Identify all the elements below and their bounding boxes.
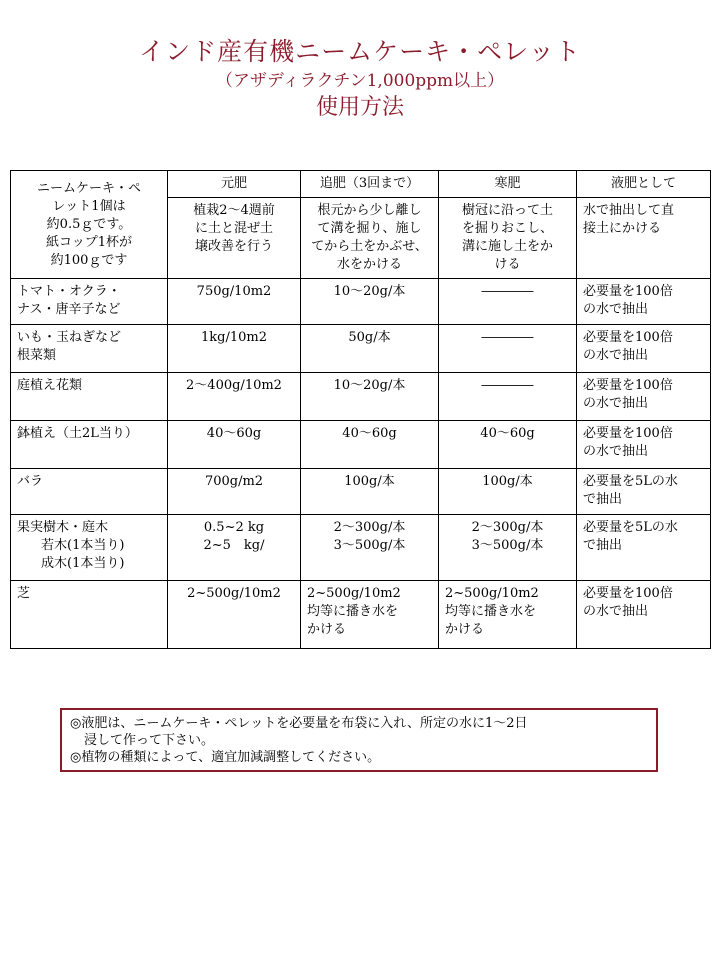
usage-note-tsuihi xyxy=(301,198,439,279)
table-cell-kangoe xyxy=(439,373,577,421)
cell-line: の水で抽出 xyxy=(583,302,649,317)
cell-line: かける xyxy=(445,622,485,637)
cell-line: 40～60g xyxy=(480,426,535,441)
cell-line: 2~500g/10m2 xyxy=(445,586,539,601)
cell-line: いも・玉ねぎなど xyxy=(17,330,122,345)
cell-line: 3～500g/本 xyxy=(333,538,406,553)
table-cell-ekihi xyxy=(577,469,711,515)
cell-line: 100g/本 xyxy=(482,474,533,489)
cell-line: 鉢植え（土2L当り） xyxy=(17,426,138,441)
table-row xyxy=(11,469,711,515)
table-cell-ekihi xyxy=(577,515,711,581)
cell-line: 成木(1本当り) xyxy=(41,556,125,571)
usage-note-ekihi xyxy=(577,198,711,279)
cell-line: 必要量を5Lの水 xyxy=(583,520,678,535)
table-cell-tsuihi xyxy=(301,421,439,469)
cell-line: 2～300g/本 xyxy=(333,520,406,535)
cell-line: 根元から少し離し xyxy=(317,203,422,218)
table-cell-motogoe xyxy=(168,279,301,325)
table-row xyxy=(11,325,711,373)
table-cell-tsuihi xyxy=(301,373,439,421)
table-cell-ekihi xyxy=(577,325,711,373)
table-cell-ekihi xyxy=(577,279,711,325)
table-row xyxy=(11,373,711,421)
table-cell-motogoe xyxy=(168,581,301,649)
note-line-1: ◎液肥は、ニームケーキ・ペレットを必要量を布袋に入れ、所定の水に1～2日 xyxy=(70,716,528,731)
cell-line: の水で抽出 xyxy=(583,348,649,363)
note-line-2: ◎植物の種類によって、適宜加減調整してください。 xyxy=(70,750,381,765)
cell-line: 100g/本 xyxy=(344,474,395,489)
table-cell-motogoe xyxy=(168,469,301,515)
cell-line: 均等に播き水を xyxy=(445,604,537,619)
cell-line: 2~500g/10m2 xyxy=(307,586,401,601)
cell-line: 壌改善を行う xyxy=(194,239,273,254)
table-cell-tsuihi xyxy=(301,325,439,373)
usage-note-kangoe xyxy=(439,198,577,279)
cell-line: 750g/10m2 xyxy=(196,284,272,299)
column-header-ekihi: 液肥として xyxy=(577,171,711,198)
cell-line: 2～400g/10m2 xyxy=(186,378,282,393)
cell-line: 40～60g xyxy=(342,426,397,441)
table-cell-plant xyxy=(11,581,168,649)
cell-line: 50g/本 xyxy=(348,330,391,345)
cell-line: 樹冠に沿って土 xyxy=(461,203,553,218)
table-cell-plant xyxy=(11,325,168,373)
cell-line: 必要量を100倍 xyxy=(583,378,673,393)
cell-line: バラ xyxy=(17,474,44,489)
table-cell-ekihi xyxy=(577,421,711,469)
cell-line: 植栽2～4週前 xyxy=(193,203,275,218)
cell-line: 約0.5ｇです。 xyxy=(46,216,132,232)
table-cell-tsuihi xyxy=(301,469,439,515)
cell-line: 40～60g xyxy=(206,426,262,441)
table-cell-plant xyxy=(11,279,168,325)
table-cell-kangoe xyxy=(439,325,577,373)
table-corner-note xyxy=(11,171,168,279)
notes-box xyxy=(60,708,658,772)
cell-line: 10～20g/本 xyxy=(333,284,406,299)
cell-line: 紙コップ1杯が xyxy=(45,234,132,250)
cell-line: の水で抽出 xyxy=(583,444,649,459)
table-cell-kangoe xyxy=(439,581,577,649)
table-cell-tsuihi xyxy=(301,515,439,581)
cell-line: ―――― xyxy=(481,378,534,393)
table-row xyxy=(11,279,711,325)
table-cell-plant xyxy=(11,469,168,515)
table-cell-motogoe xyxy=(168,515,301,581)
cell-line: 1kg/10m2 xyxy=(201,330,267,345)
cell-line: ナス・唐辛子など xyxy=(17,302,121,317)
table-cell-ekihi xyxy=(577,373,711,421)
cell-line: 根菜類 xyxy=(17,348,57,363)
cell-line: トマト・オクラ・ xyxy=(17,284,121,299)
column-header-kangoe: 寒肥 xyxy=(439,171,577,198)
title-block xyxy=(0,36,720,122)
cell-line: を掘りおこし、 xyxy=(461,221,553,236)
table-cell-tsuihi xyxy=(301,581,439,649)
table-row xyxy=(11,515,711,581)
cell-line: に土と混ぜ土 xyxy=(194,221,273,236)
cell-line: の水で抽出 xyxy=(583,604,649,619)
cell-line: てから土をかぶせ、 xyxy=(311,239,428,254)
cell-line: で抽出 xyxy=(583,492,623,507)
cell-line: 700g/m2 xyxy=(204,474,264,489)
table-cell-plant xyxy=(11,515,168,581)
note-line-1-continued: 浸して作って下さい。 xyxy=(84,733,215,748)
table-cell-plant xyxy=(11,421,168,469)
table-cell-motogoe xyxy=(168,373,301,421)
cell-line: 必要量を100倍 xyxy=(583,426,673,441)
cell-line: で抽出 xyxy=(583,538,623,553)
usage-note-motogoe xyxy=(168,198,301,279)
table-cell-motogoe xyxy=(168,421,301,469)
cell-line: 溝に施し土をか xyxy=(461,239,553,254)
cell-line: 約100ｇです xyxy=(50,252,128,268)
column-header-tsuihi: 追肥（3回まで） xyxy=(301,171,439,198)
cell-line: て溝を掘り、施し xyxy=(317,221,422,236)
cell-line: 必要量を100倍 xyxy=(583,330,673,345)
cell-line: 水をかける xyxy=(336,257,402,272)
cell-line: 水で抽出して直 xyxy=(583,203,675,218)
cell-line: 芝 xyxy=(17,586,31,601)
cell-line: 0.5~2 kg xyxy=(203,520,265,535)
table-cell-motogoe xyxy=(168,325,301,373)
cell-line: 若木(1本当り) xyxy=(41,538,125,553)
table-cell-kangoe xyxy=(439,469,577,515)
cell-line: 必要量を5Lの水 xyxy=(583,474,678,489)
cell-line: 必要量を100倍 xyxy=(583,586,673,601)
cell-line: レット1個は xyxy=(52,198,126,214)
page-heading: 使用方法 xyxy=(315,95,404,120)
cell-line: 2~500g/10m2 xyxy=(187,586,281,601)
cell-line: 10～20g/本 xyxy=(333,378,406,393)
cell-line: 3～500g/本 xyxy=(471,538,544,553)
table-cell-ekihi xyxy=(577,581,711,649)
table-row xyxy=(11,421,711,469)
cell-line: 2～300g/本 xyxy=(471,520,544,535)
page-title: インド産有機ニームケーキ・ペレット xyxy=(139,37,581,66)
table-cell-kangoe xyxy=(439,279,577,325)
cell-line: の水で抽出 xyxy=(583,396,649,411)
cell-line: ニームケーキ・ペ xyxy=(36,180,141,196)
table-cell-tsuihi xyxy=(301,279,439,325)
usage-table-body xyxy=(11,171,711,649)
cell-line: ―――― xyxy=(481,284,534,299)
cell-line: 必要量を100倍 xyxy=(583,284,673,299)
table-header-row xyxy=(11,171,711,198)
cell-line: 果実樹木・庭木 xyxy=(17,520,109,535)
cell-line: ―――― xyxy=(481,330,534,345)
table-row xyxy=(11,581,711,649)
column-header-motogoe: 元肥 xyxy=(168,171,301,198)
table-cell-plant xyxy=(11,373,168,421)
page-subtitle: （アザディラクチン1,000ppm以上） xyxy=(215,71,505,91)
table-cell-kangoe xyxy=(439,421,577,469)
cell-line: 2~5 kg/ xyxy=(203,538,265,553)
usage-table xyxy=(10,170,711,649)
cell-line: 接土にかける xyxy=(583,221,662,236)
table-cell-kangoe xyxy=(439,515,577,581)
cell-line: かける xyxy=(307,622,347,637)
cell-line: ける xyxy=(494,257,521,272)
cell-line: 均等に播き水を xyxy=(307,604,399,619)
cell-line: 庭植え花類 xyxy=(17,378,83,393)
